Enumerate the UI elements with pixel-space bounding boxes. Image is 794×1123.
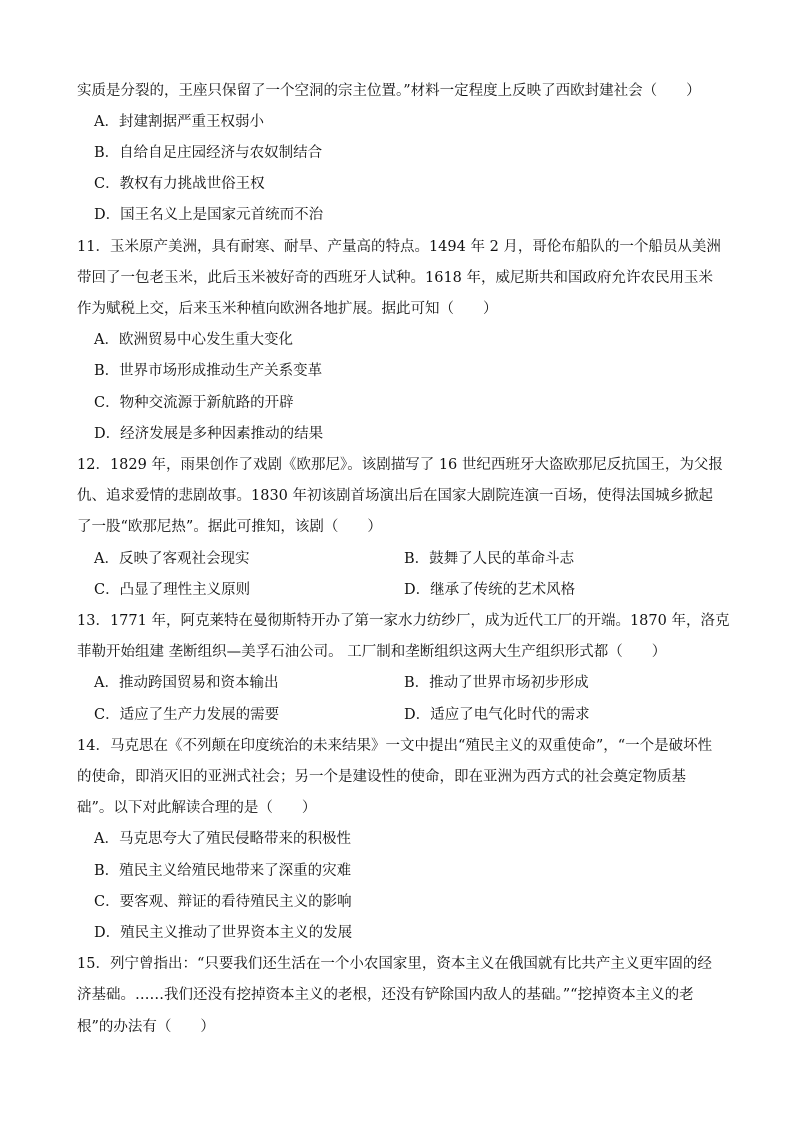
q12-option-c: C．凸显了理性主义原则	[94, 582, 251, 598]
q12-option-a: A．反映了客观社会现实	[94, 551, 250, 567]
q13-option-b: B．推动了世界市场初步形成	[404, 675, 589, 691]
q13-option-d: D．适应了电气化时代的需求	[404, 707, 590, 723]
q11-stem-line-1: 11．玉米原产美洲，具有耐寒、耐旱、产量高的特点。1494 年 2 月，哥伦布船队的一个船员从美洲	[77, 239, 721, 255]
q14-stem-line-1: 14．马克思在《不列颠在印度统治的未来结果》一文中提出“殖民主义的双重使命”，“一个是破坏性	[77, 738, 713, 754]
q15-stem-line-3: 根”的办法有（ ）	[77, 1019, 215, 1035]
q11-option-b: B．世界市场形成推动生产关系变革	[94, 363, 323, 379]
q10-option-c: C．教权有力挑战世俗王权	[94, 176, 265, 192]
q14-option-b: B．殖民主义给殖民地带来了深重的灾难	[94, 863, 352, 879]
q12-stem-line-2: 仇、追求爱情的悲剧故事。1830 年初该剧首场演出后在国家大剧院连演一百场，使得法国城乡掀起	[77, 488, 714, 504]
q11-stem-line-2: 带回了一包老玉米，此后玉米被好奇的西班牙人试种。1618 年，威尼斯共和国政府允许农民用玉米	[77, 270, 714, 286]
q12-option-d: D．继承了传统的艺术风格	[404, 582, 576, 598]
q11-option-c: C．物种交流源于新航路的开辟	[94, 395, 294, 411]
q10-option-d: D．国王名义上是国家元首统而不治	[94, 207, 324, 223]
q13-stem-line-2: 菲勒开始组建 垄断组织—美孚石油公司。 工厂制和垄断组织这两大生产组织形式都（ ）	[77, 644, 667, 660]
q14-option-d: D．殖民主义推动了世界资本主义的发展	[94, 925, 353, 941]
q13-option-a: A．推动跨国贸易和资本输出	[94, 675, 279, 691]
q14-stem-line-3: 础”。以下对此解读合理的是（ ）	[77, 800, 317, 816]
q11-stem-line-3: 作为赋税上交，后来玉米种植向欧洲各地扩展。据此可知（ ）	[77, 301, 498, 317]
q10-option-b: B．自给自足庄园经济与农奴制结合	[94, 145, 323, 161]
q12-stem-line-3: 了一股“欧那尼热”。据此可推知，该剧（ ）	[77, 519, 382, 535]
q14-option-a: A．马克思夸大了殖民侵略带来的积极性	[94, 831, 351, 847]
q15-stem-line-2: 济基础。……我们还没有挖掉资本主义的老根，还没有铲除国内敌人的基础。”“挖掉资本主义的老	[77, 987, 694, 1003]
q10-option-a: A．封建割据严重王权弱小	[94, 114, 264, 130]
q10-stem-continuation: 实质是分裂的，王座只保留了一个空洞的宗主位置。”材料一定程度上反映了西欧封建社会（ ）	[77, 83, 701, 99]
q13-option-c: C．适应了生产力发展的需要	[94, 707, 280, 723]
q14-stem-line-2: 的使命，即消灭旧的亚洲式社会；另一个是建设性的使命，即在亚洲为西方式的社会奠定物质基	[77, 769, 686, 785]
q13-stem-line-1: 13．1771 年，阿克莱特在曼彻斯特开办了第一家水力纺纱厂，成为近代工厂的开端。1870 年，洛克	[77, 613, 730, 629]
q12-option-b: B．鼓舞了人民的革命斗志	[404, 551, 575, 567]
q11-option-d: D．经济发展是多种因素推动的结果	[94, 426, 324, 442]
q12-stem-line-1: 12．1829 年，雨果创作了戏剧《欧那尼》。该剧描写了 16 世纪西班牙大盗欧那尼反抗国王，为父报	[77, 457, 723, 473]
q11-option-a: A．欧洲贸易中心发生重大变化	[94, 332, 293, 348]
q14-option-c: C．要客观、辩证的看待殖民主义的影响	[94, 894, 352, 910]
q15-stem-line-1: 15．列宁曾指出：“只要我们还生活在一个小农国家里，资本主义在俄国就有比共产主义更牢固的经	[77, 956, 712, 972]
